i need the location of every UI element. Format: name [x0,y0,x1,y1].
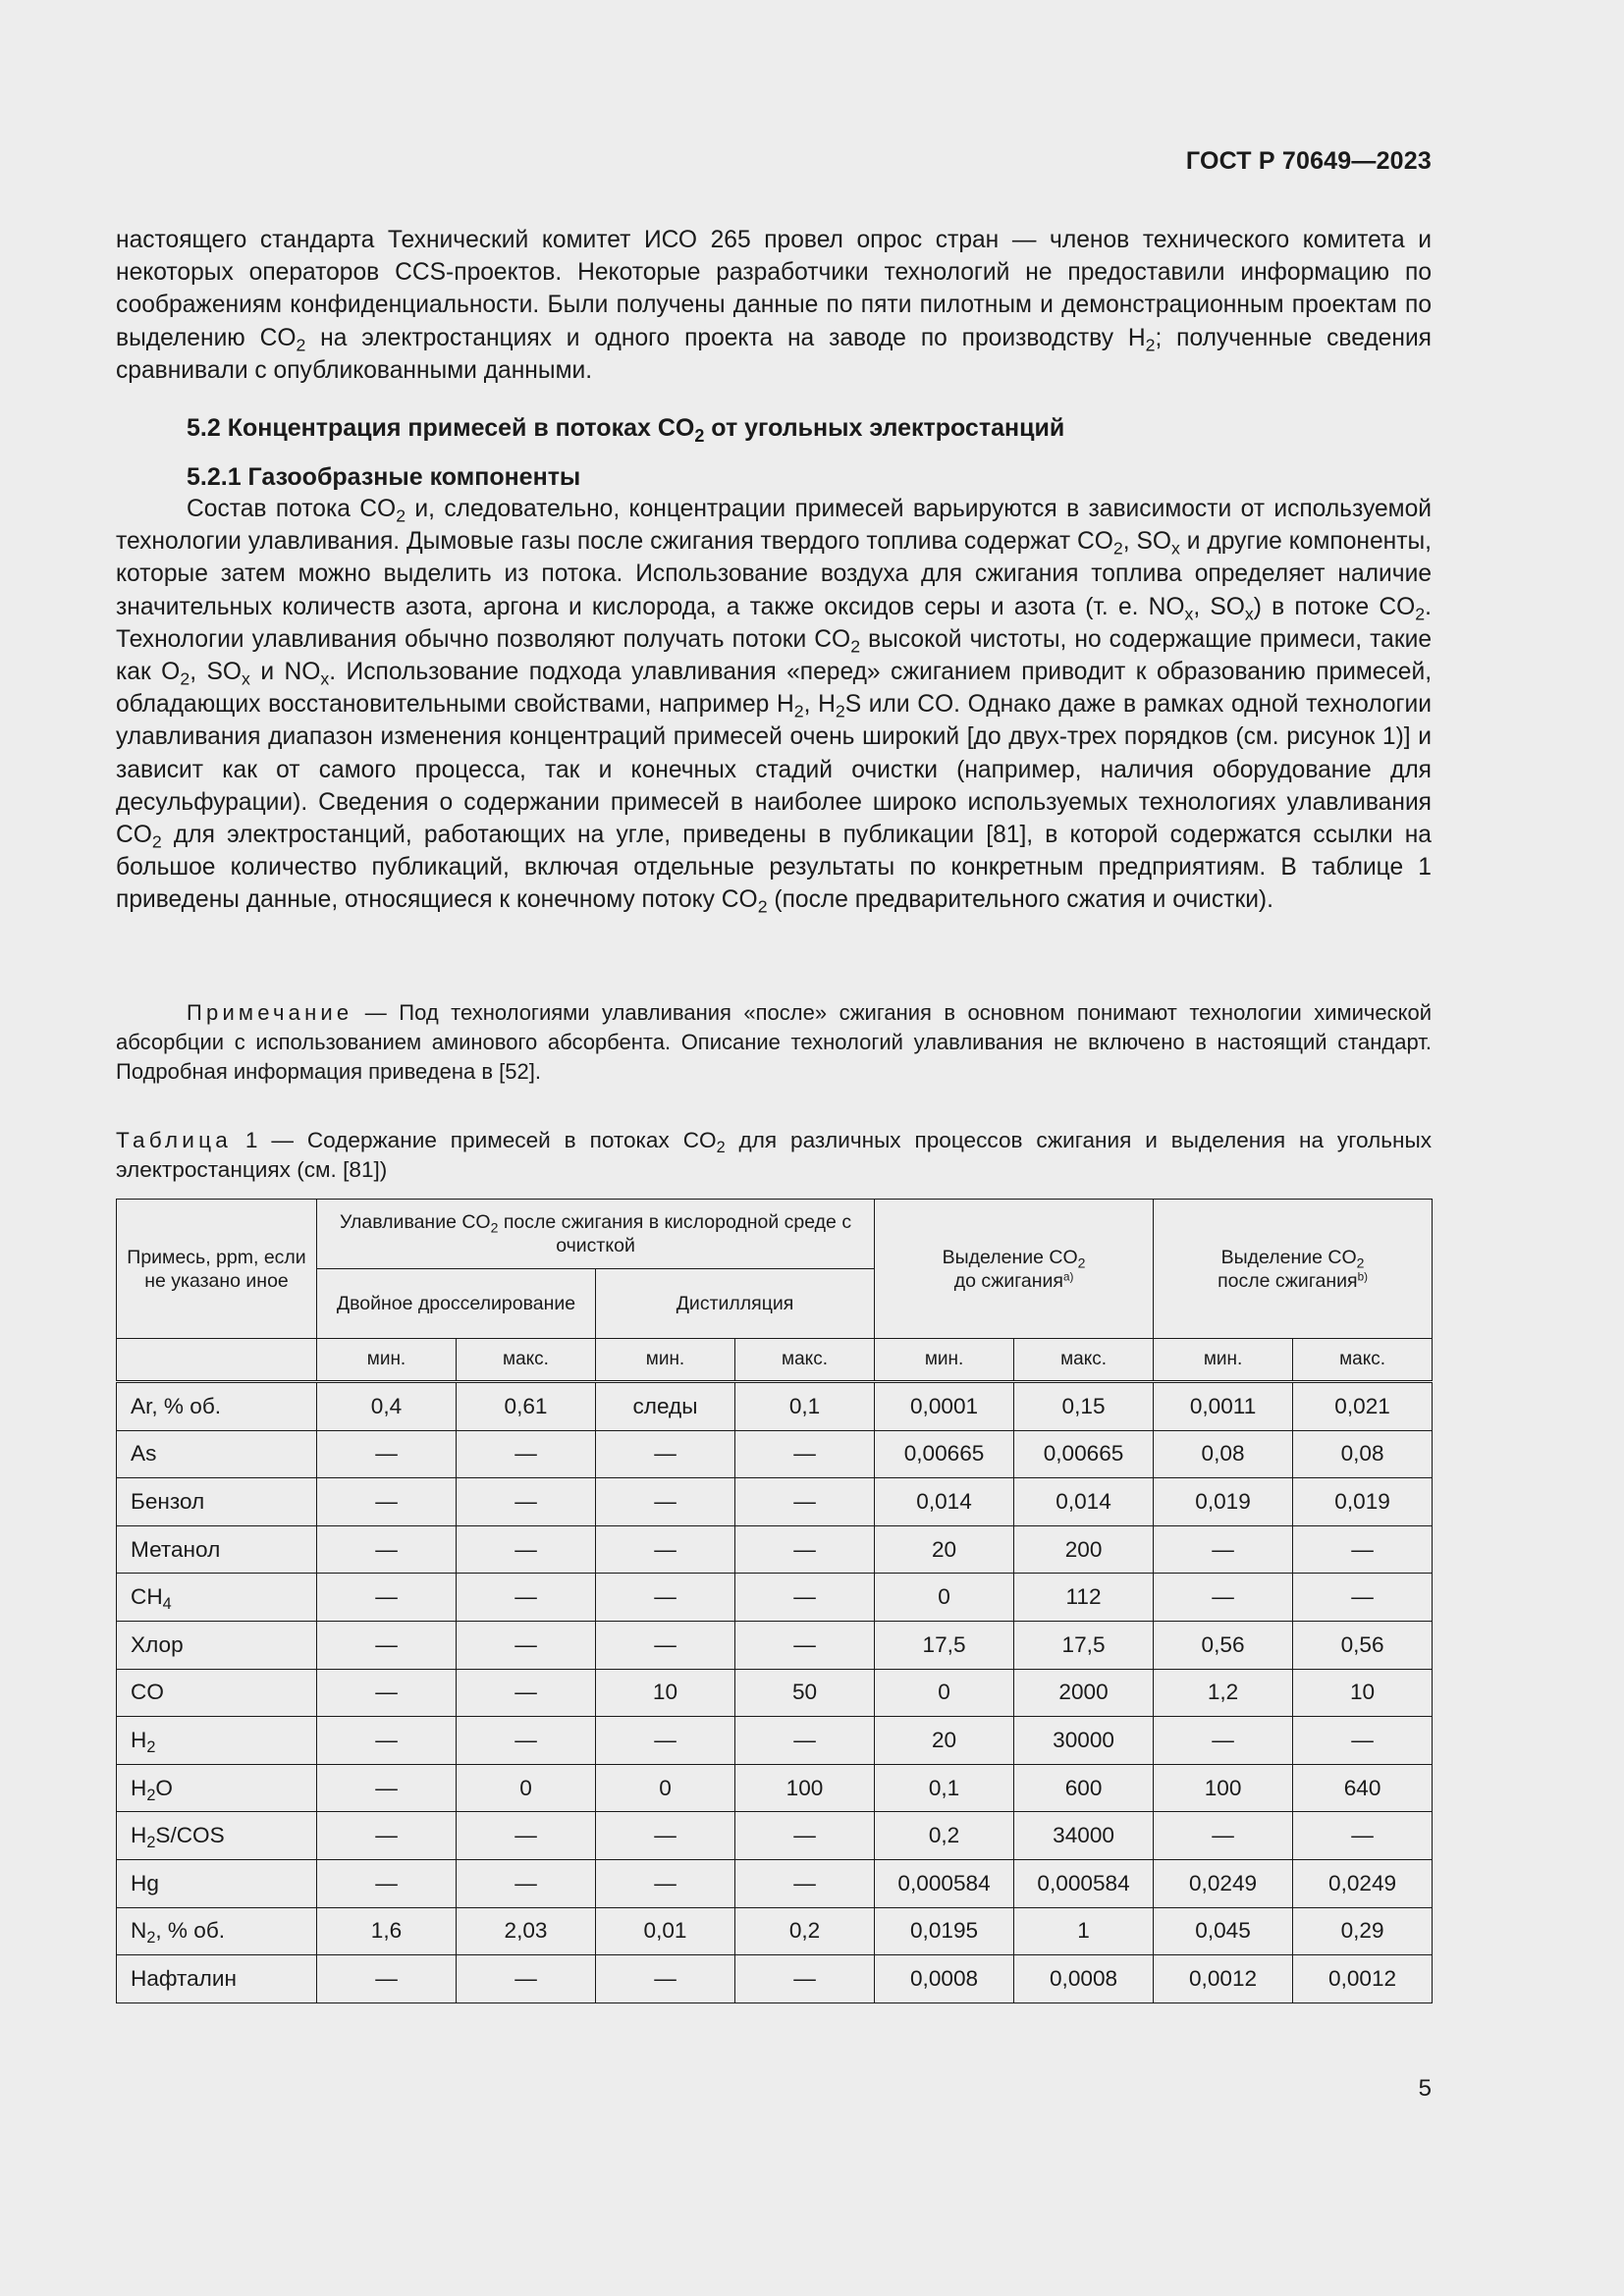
table-row [117,1812,1433,1860]
value-cell: — [1293,1574,1433,1622]
distillation-header: Дистилляция [596,1269,875,1339]
value-cell: — [735,1478,875,1526]
min-header: мин. [1154,1339,1293,1382]
impurity-name-cell: Hg [117,1859,317,1907]
value-cell: — [735,1717,875,1765]
value-cell: — [457,1812,596,1860]
value-cell: 30000 [1014,1717,1154,1765]
value-cell: 0,2 [735,1907,875,1955]
value-cell: — [457,1669,596,1717]
value-cell: 1,2 [1154,1669,1293,1717]
impurities-table [116,1199,1433,2003]
impurity-name-cell: $H_2O$ [117,1764,317,1812]
value-cell: — [317,1478,457,1526]
value-cell: — [317,1764,457,1812]
value-cell: 100 [1154,1764,1293,1812]
value-cell: 20 [875,1525,1014,1574]
table-row [117,1955,1433,2003]
value-cell: 0,0249 [1293,1859,1433,1907]
impurity-name-cell: $H_2S$/COS [117,1812,317,1860]
table-row [117,1859,1433,1907]
value-cell: 50 [735,1669,875,1717]
value-cell: 0,045 [1154,1907,1293,1955]
value-cell: — [1154,1574,1293,1622]
value-cell: 1 [1014,1907,1154,1955]
value-cell: 100 [735,1764,875,1812]
value-cell: 0 [596,1764,735,1812]
value-cell: 0,1 [875,1764,1014,1812]
intro-paragraph: настоящего стандарта Технический комитет ИСО 265 провел опрос стран — членов технического комитета и некоторых операторов CCS-проектов. Некоторые разработчики технологий не предоставили информацию по соображениям конфиденциальности. Были получены данные по пяти пилотным и демонстрационным проектам по выделению $CO_2$ на электростанциях и одного проекта на заводе по производству $H_2$; полученные сведения сравнивали с опубликованными данными. [116,227,1433,384]
value-cell: — [735,1621,875,1669]
value-cell: — [317,1621,457,1669]
value-cell: 0,0008 [1014,1955,1154,2003]
value-cell: — [317,1525,457,1574]
max-header: макс. [735,1339,875,1382]
value-cell: 0 [457,1764,596,1812]
oxyfuel-group-header: Улавливание $CO_2$ после сжигания в кислородной среде с очисткой [317,1200,875,1269]
value-cell: 10 [1293,1669,1433,1717]
value-cell: 0,56 [1293,1621,1433,1669]
value-cell: — [735,1574,875,1622]
value-cell: 0,08 [1293,1430,1433,1478]
value-cell: — [1293,1717,1433,1765]
value-cell: 0,29 [1293,1907,1433,1955]
table-caption: Таблица 1 — Содержание примесей в потоках $CO_2$ для различных процессов сжигания и выделения на угольных электростанциях (см. [81]) [116,1128,1433,1182]
value-cell: 17,5 [1014,1621,1154,1669]
value-cell: 10 [596,1669,735,1717]
value-cell: — [596,1859,735,1907]
value-cell: 0,0195 [875,1907,1014,1955]
table-row [117,1907,1433,1955]
value-cell: — [1154,1525,1293,1574]
value-cell: 0,2 [875,1812,1014,1860]
note-paragraph: Примечание — Под технологиями улавливания «после» сжигания в основном понимают технологии химической абсорбции с использованием аминового абсорбента. Описание технологий улавливания не включено в настоящий стандарт. Подробная информация приведена в [52]. [116,1000,1432,1084]
table-row [117,1669,1433,1717]
value-cell: — [735,1859,875,1907]
value-cell: — [317,1717,457,1765]
value-cell: — [596,1525,735,1574]
value-cell: — [457,1955,596,2003]
value-cell: 0,000584 [875,1859,1014,1907]
value-cell: 0,0249 [1154,1859,1293,1907]
table-row [117,1478,1433,1526]
value-cell: — [1293,1525,1433,1574]
value-cell: 0,0011 [1154,1382,1293,1431]
min-header: мин. [875,1339,1014,1382]
value-cell: — [735,1430,875,1478]
value-cell: 0,4 [317,1382,457,1431]
value-cell: 17,5 [875,1621,1014,1669]
value-cell: — [317,1669,457,1717]
max-header: макс. [1293,1339,1433,1382]
value-cell: 0,15 [1014,1382,1154,1431]
double-throttling-header: Двойное дросселирование [317,1269,596,1339]
value-cell: — [1154,1812,1293,1860]
value-cell: — [735,1955,875,2003]
table-row [117,1621,1433,1669]
value-cell: 2,03 [457,1907,596,1955]
empty-header-cell [117,1339,317,1382]
value-cell: 20 [875,1717,1014,1765]
impurity-name-cell: $N_2$, % об. [117,1907,317,1955]
value-cell: 200 [1014,1525,1154,1574]
value-cell: — [317,1955,457,2003]
value-cell: 0,019 [1293,1478,1433,1526]
value-cell: 0,021 [1293,1382,1433,1431]
value-cell: — [457,1430,596,1478]
value-cell: 34000 [1014,1812,1154,1860]
value-cell: 0,01 [596,1907,735,1955]
gaseous-components-paragraph: Состав потока $CO_2$ и, следовательно, концентрации примесей варьируются в зависимости от используемой технологии улавливания. Дымовые газы после сжигания твердого топлива содержат $CO_2$, $SO_x$ и другие компоненты, которые затем можно выделить из потока. Использование воздуха для сжигания топлива определяет наличие значительных количеств азота, аргона и кислорода, а также оксидов серы и азота (т. е. $NO_x$, $SO_x$) в потоке $CO_2$. Технологии улавливания обычно позволяют получать потоки $CO_2$ высокой чистоты, но содержащие примеси, такие как $O_2$, $SO_x$ и $NO_x$. Использование подхода улавливания «перед» сжиганием приводит к образованию примесей, обладающих восстановительными свойствами, например $H_2$, $H_2S$ или CO. Однако даже в рамках одной технологии улавливания диапазон изменения концентраций примесей очень широкий [до двух-трех порядков (см. рисунок 1)] и зависит как от самого процесса, так и конечных стадий очистки (например, наличия оборудование для десульфурации). Сведения о содержании примесей в наиболее широко используемых технологиях улавливания $CO_2$ для электростанций, работающих на угле, приведены в публикации [81], в которой содержатся ссылки на большое количество публикаций, включая отдельные результаты по конкретным предприятиям. В таблице 1 приведены данные, относящиеся к конечному потоку $CO_2$ (после предварительного сжатия и очистки). [116,496,1433,918]
max-header: макс. [1014,1339,1154,1382]
value-cell: — [596,1621,735,1669]
value-cell: 0,1 [735,1382,875,1431]
value-cell: — [735,1525,875,1574]
value-cell: — [596,1717,735,1765]
value-cell: 0,61 [457,1382,596,1431]
value-cell: — [1154,1717,1293,1765]
value-cell: — [596,1574,735,1622]
value-cell: 0,0008 [875,1955,1014,2003]
table-row [117,1574,1433,1622]
table-row [117,1525,1433,1574]
value-cell: 112 [1014,1574,1154,1622]
value-cell: 0,00665 [1014,1430,1154,1478]
value-cell: 2000 [1014,1669,1154,1717]
min-header: мин. [596,1339,735,1382]
impurity-name-cell: As [117,1430,317,1478]
table-row [117,1430,1433,1478]
value-cell: 0,000584 [1014,1859,1154,1907]
value-cell: следы [596,1382,735,1431]
value-cell: 0,019 [1154,1478,1293,1526]
postcombustion-group-header: Выделение $CO_2$ после сжигания$^{b)}$ [1154,1200,1433,1339]
value-cell: 0,00665 [875,1430,1014,1478]
table-row [117,1382,1433,1431]
value-cell: 0,08 [1154,1430,1293,1478]
min-header: мин. [317,1339,457,1382]
value-cell: 0 [875,1574,1014,1622]
document-id-header: ГОСТ Р 70649—2023 [1185,147,1432,175]
value-cell: — [457,1621,596,1669]
precombustion-group-header: Выделение $CO_2$ до сжигания$^{a)}$ [875,1200,1154,1339]
impurity-name-cell: $H_2$ [117,1717,317,1765]
impurity-name-cell: Нафталин [117,1955,317,2003]
value-cell: 1,6 [317,1907,457,1955]
value-cell: — [317,1812,457,1860]
value-cell: 0,014 [1014,1478,1154,1526]
impurity-name-cell: Бензол [117,1478,317,1526]
value-cell: — [317,1574,457,1622]
impurity-name-cell: Хлор [117,1621,317,1669]
impurity-name-cell: $CH_4$ [117,1574,317,1622]
value-cell: 0,56 [1154,1621,1293,1669]
value-cell: — [457,1478,596,1526]
value-cell: 0,0012 [1154,1955,1293,2003]
impurity-name-cell: Ar, % об. [117,1382,317,1431]
table-caption-label: Таблица [116,1128,232,1152]
value-cell: 640 [1293,1764,1433,1812]
value-cell: — [317,1859,457,1907]
value-cell: — [317,1430,457,1478]
section-heading-5-2: 5.2 Концентрация примесей в потоках $CO_2$ от угольных электростанций [187,414,1065,446]
value-cell: 0 [875,1669,1014,1717]
note-label: Примечание [187,1000,353,1025]
table-row [117,1764,1433,1812]
value-cell: — [596,1430,735,1478]
value-cell: — [596,1955,735,2003]
value-cell: 0,014 [875,1478,1014,1526]
value-cell: — [735,1812,875,1860]
value-cell: — [457,1525,596,1574]
value-cell: — [596,1478,735,1526]
impurity-name-cell: Метанол [117,1525,317,1574]
impurity-name-cell: CO [117,1669,317,1717]
page-number: 5 [1418,2075,1432,2102]
value-cell: — [457,1574,596,1622]
value-cell: — [457,1717,596,1765]
value-cell: — [457,1859,596,1907]
value-cell: — [596,1812,735,1860]
value-cell: — [1293,1812,1433,1860]
value-cell: 600 [1014,1764,1154,1812]
value-cell: 0,0012 [1293,1955,1433,2003]
section-heading-5-2-1: 5.2.1 Газообразные компоненты [187,463,581,491]
value-cell: 0,0001 [875,1382,1014,1431]
table-row [117,1717,1433,1765]
impurity-column-header: Примесь, ppm, если не указано иное [117,1200,317,1339]
max-header: макс. [457,1339,596,1382]
